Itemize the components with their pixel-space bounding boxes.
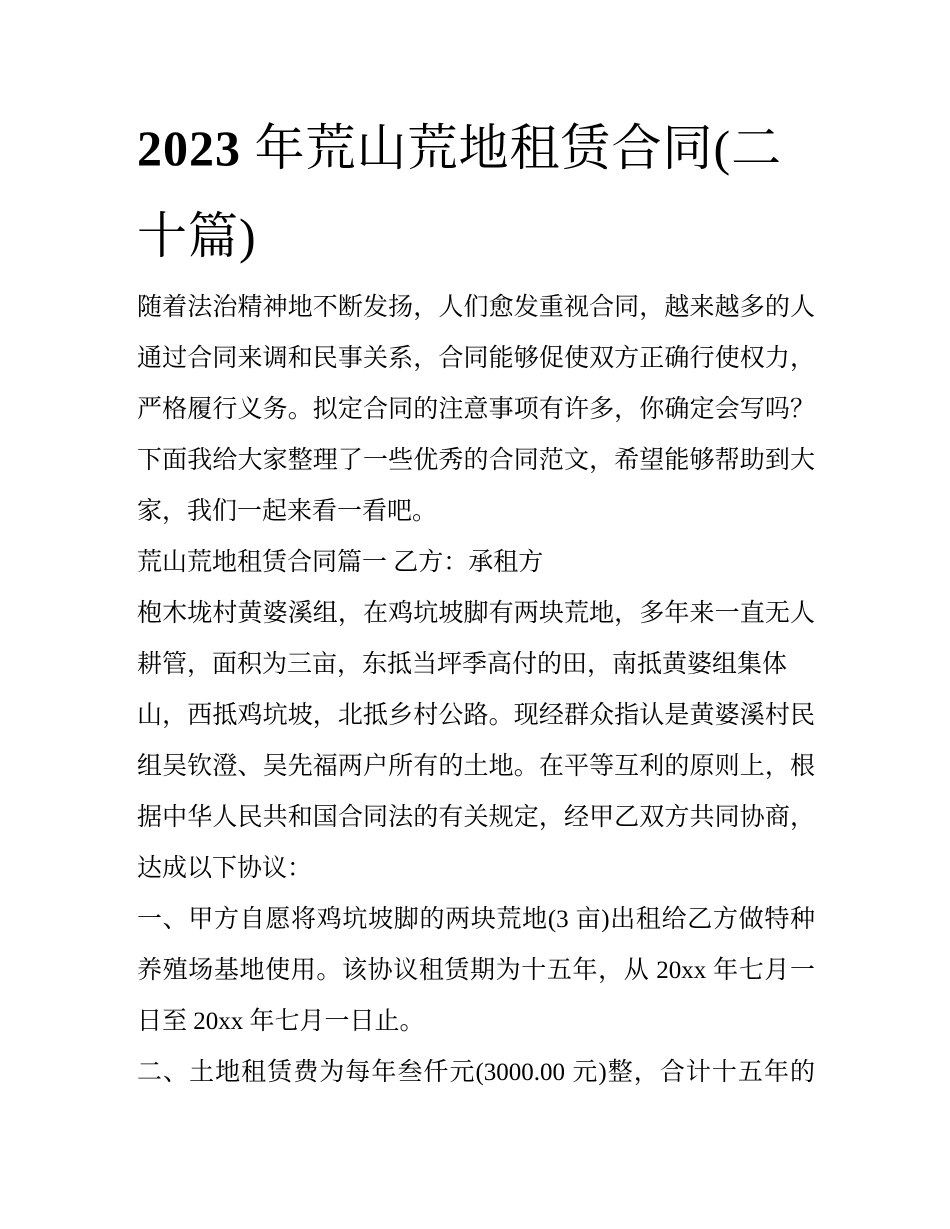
text-line: 达成以下协议：	[137, 855, 313, 882]
text-line: 一、甲方自愿将鸡坑坡脚的两块荒地(3 亩)出租给乙方做特种	[137, 906, 815, 933]
text-line: 严格履行义务。拟定合同的注意事项有许多，你确定会写吗？	[137, 396, 815, 423]
document-body	[137, 282, 815, 1098]
text-line: 下面我给大家整理了一些优秀的合同范文，希望能够帮助到大	[137, 447, 815, 474]
text-line: 耕管，面积为三亩，东抵当坪季高付的田，南抵黄婆组集体	[137, 651, 788, 678]
title-year-text: 2023	[137, 120, 241, 176]
text-line: 随着法治精神地不断发扬，人们愈发重视合同，越来越多的人	[137, 294, 815, 321]
document-title	[137, 104, 815, 280]
title-line1-rest-text: 年荒山荒地租赁合同(二	[241, 120, 783, 176]
text-line: 枹木垅村黄婆溪组，在鸡坑坡脚有两块荒地，多年来一直无人	[137, 600, 815, 627]
text-line: 山，西抵鸡坑坡，北抵乡村公路。现经群众指认是黄婆溪村民	[137, 702, 815, 729]
text-line: 据中华人民共和国合同法的有关规定，经甲乙双方共同协商，	[137, 804, 815, 831]
text-line: 日至 20xx 年七月一日止。	[137, 1008, 425, 1035]
title-line-2: 十篇)	[137, 208, 257, 264]
text-line: 通过合同来调和民事关系，合同能够促使双方正确行使权力，	[137, 345, 815, 372]
text-line: 二、土地租赁费为每年叁仟元(3000.00 元)整，合计十五年的	[137, 1059, 815, 1086]
text-line: 组吴钦澄、吴先福两户所有的土地。在平等互利的原则上，根	[137, 753, 815, 780]
text-line: 家，我们一起来看一看吧。	[137, 498, 438, 525]
title-line-1	[137, 104, 815, 192]
text-line: 养殖场基地使用。该协议租赁期为十五年，从 20xx 年七月一	[137, 957, 815, 984]
text-line: 荒山荒地租赁合同篇一 乙方：承租方	[137, 549, 544, 576]
